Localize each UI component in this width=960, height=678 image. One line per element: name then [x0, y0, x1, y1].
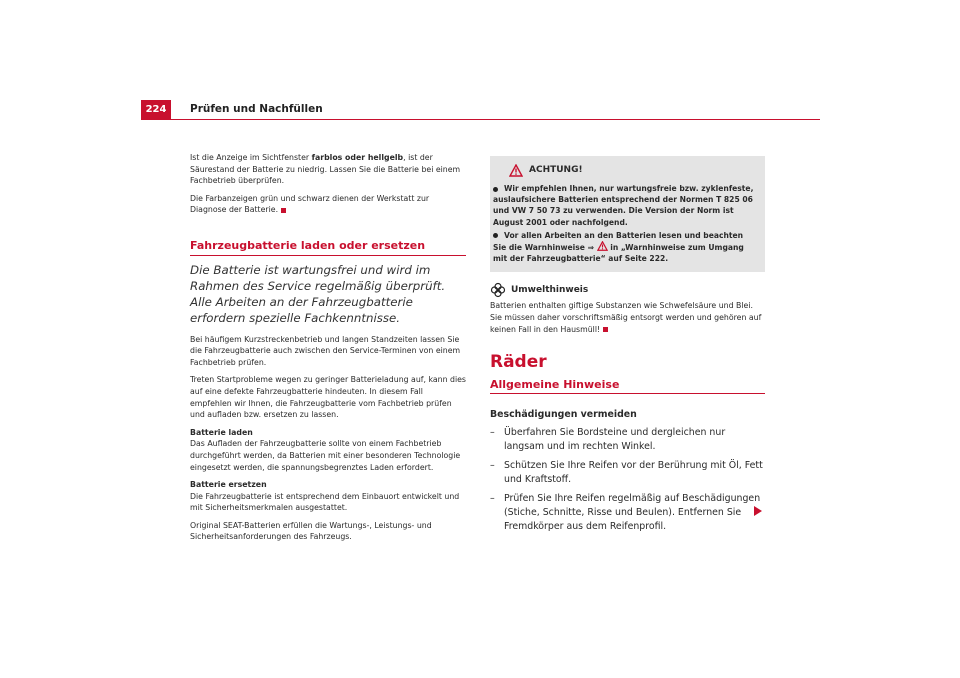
replace-paragraph: Die Fahrzeugbatterie ist entsprechend dem Einbauort entwickelt und mit Sicherheitsmerkmalen ausgestattet.	[190, 491, 460, 513]
continue-arrow-icon	[753, 505, 763, 517]
page-number: 224	[141, 100, 171, 120]
list-item: – Prüfen Sie Ihre Reifen regelmäßig auf Beschädigungen (Stiche, Schnitte, Risse und Beulen). Entfernen Sie Fremdkörper aus dem Reifenprofil.	[490, 493, 761, 532]
section-intro: Die Batterie ist wartungsfrei und wird im Rahmen des Service regelmäßig überprüft. Alle Arbeiten an der Fahrzeugbatterie erfordern spezielle Fachkenntnisse.	[190, 262, 446, 325]
warning-title: ACHTUNG!	[529, 164, 583, 175]
damage-heading: Beschädigungen vermeiden	[490, 409, 637, 421]
warning-item: Wir empfehlen Ihnen, nur wartungsfreie bzw. zyklenfeste, auslaufsichere Batterien entsprechend der Normen T 825 06 und VW 7 50 73 zu verwenden. Die Version der Norm ist August 2001 oder nachfolgend.	[493, 184, 754, 227]
environment-flower-icon	[490, 282, 506, 298]
header-rule	[141, 119, 820, 120]
page-header	[0, 100, 820, 120]
start-problems-paragraph: Treten Startprobleme wegen zu geringer Batterieladung auf, kann dies auf eine defekte Fahrzeugbatterie hindeuten. In diesem Fall empfehlen wir Ihnen, die Fahrzeugbatterie vom Fachbetrieb prüfen und aufladen bzw. ersetzen zu lassen.	[190, 375, 466, 420]
environment-header	[490, 282, 765, 298]
subheading-replace: Batterie ersetzen	[190, 480, 267, 490]
damage-section	[490, 408, 765, 533]
warning-item: Vor allen Arbeiten an den Batterien lesen und beachten Sie die Warnhinweise ⇒ in „Warnhinweise zum Umgang mit der Fahrzeugbatterie“ auf Seite 222.	[493, 230, 744, 264]
chapter-title: Räder	[490, 352, 547, 373]
short-trips-paragraph: Bei häufigem Kurzstreckenbetrieb und langen Standzeiten lassen Sie die Fahrzeugbatterie auch zwischen den Service-Terminen von einem Fachbetrieb prüfen.	[190, 334, 461, 367]
battery-indicator-paragraph: Ist die Anzeige im Sichtfenster farblos oder hellgelb, ist der Säurestand der Batterie zu niedrig. Lassen Sie die Batterie bei einem Fachbetrieb überprüfen.	[190, 153, 461, 186]
warning-box	[490, 156, 765, 272]
original-battery-paragraph: Original SEAT-Batterien erfüllen die Wartungs-, Leistungs- und Sicherheitsanforderungen des Fahrzeugs.	[190, 520, 432, 542]
section-title-battery: Fahrzeugbatterie laden oder ersetzen	[190, 240, 466, 256]
end-mark-icon	[603, 327, 608, 332]
end-mark-icon	[281, 208, 286, 213]
warning-header	[509, 164, 757, 177]
environment-title: Umwelthinweis	[511, 284, 589, 295]
subheading-charge: Batterie laden	[190, 427, 253, 437]
right-column	[490, 152, 765, 539]
section-title-general: Allgemeine Hinweise	[490, 379, 765, 395]
environment-paragraph: Batterien enthalten giftige Substanzen wie Schwefelsäure und Blei. Sie müssen daher vorschriftsmäßig entsorgt werden und gehören auf keinen Fall in den Hausmüll!	[490, 301, 762, 334]
header-title: Prüfen und Nachfüllen	[190, 103, 323, 115]
warning-triangle-icon	[509, 164, 523, 177]
warning-triangle-icon	[597, 241, 608, 251]
left-column	[190, 152, 466, 549]
bullet-icon	[493, 187, 498, 192]
charge-paragraph: Das Aufladen der Fahrzeugbatterie sollte von einem Fachbetrieb durchgeführt werden, da Batterien mit einer besonderen Technologie eingesetzt werden, die spannungsbegrenztes Laden erfordert.	[190, 439, 461, 472]
list-item: – Überfahren Sie Bordsteine und dergleichen nur langsam und im rechten Winkel.	[490, 426, 726, 452]
color-indicator-paragraph: Die Farbanzeigen grün und schwarz dienen der Werkstatt zur Diagnose der Batterie.	[190, 193, 430, 215]
bullet-icon	[493, 233, 498, 238]
list-item: – Schützen Sie Ihre Reifen vor der Berührung mit Öl, Fett und Kraftstoff.	[490, 460, 763, 485]
